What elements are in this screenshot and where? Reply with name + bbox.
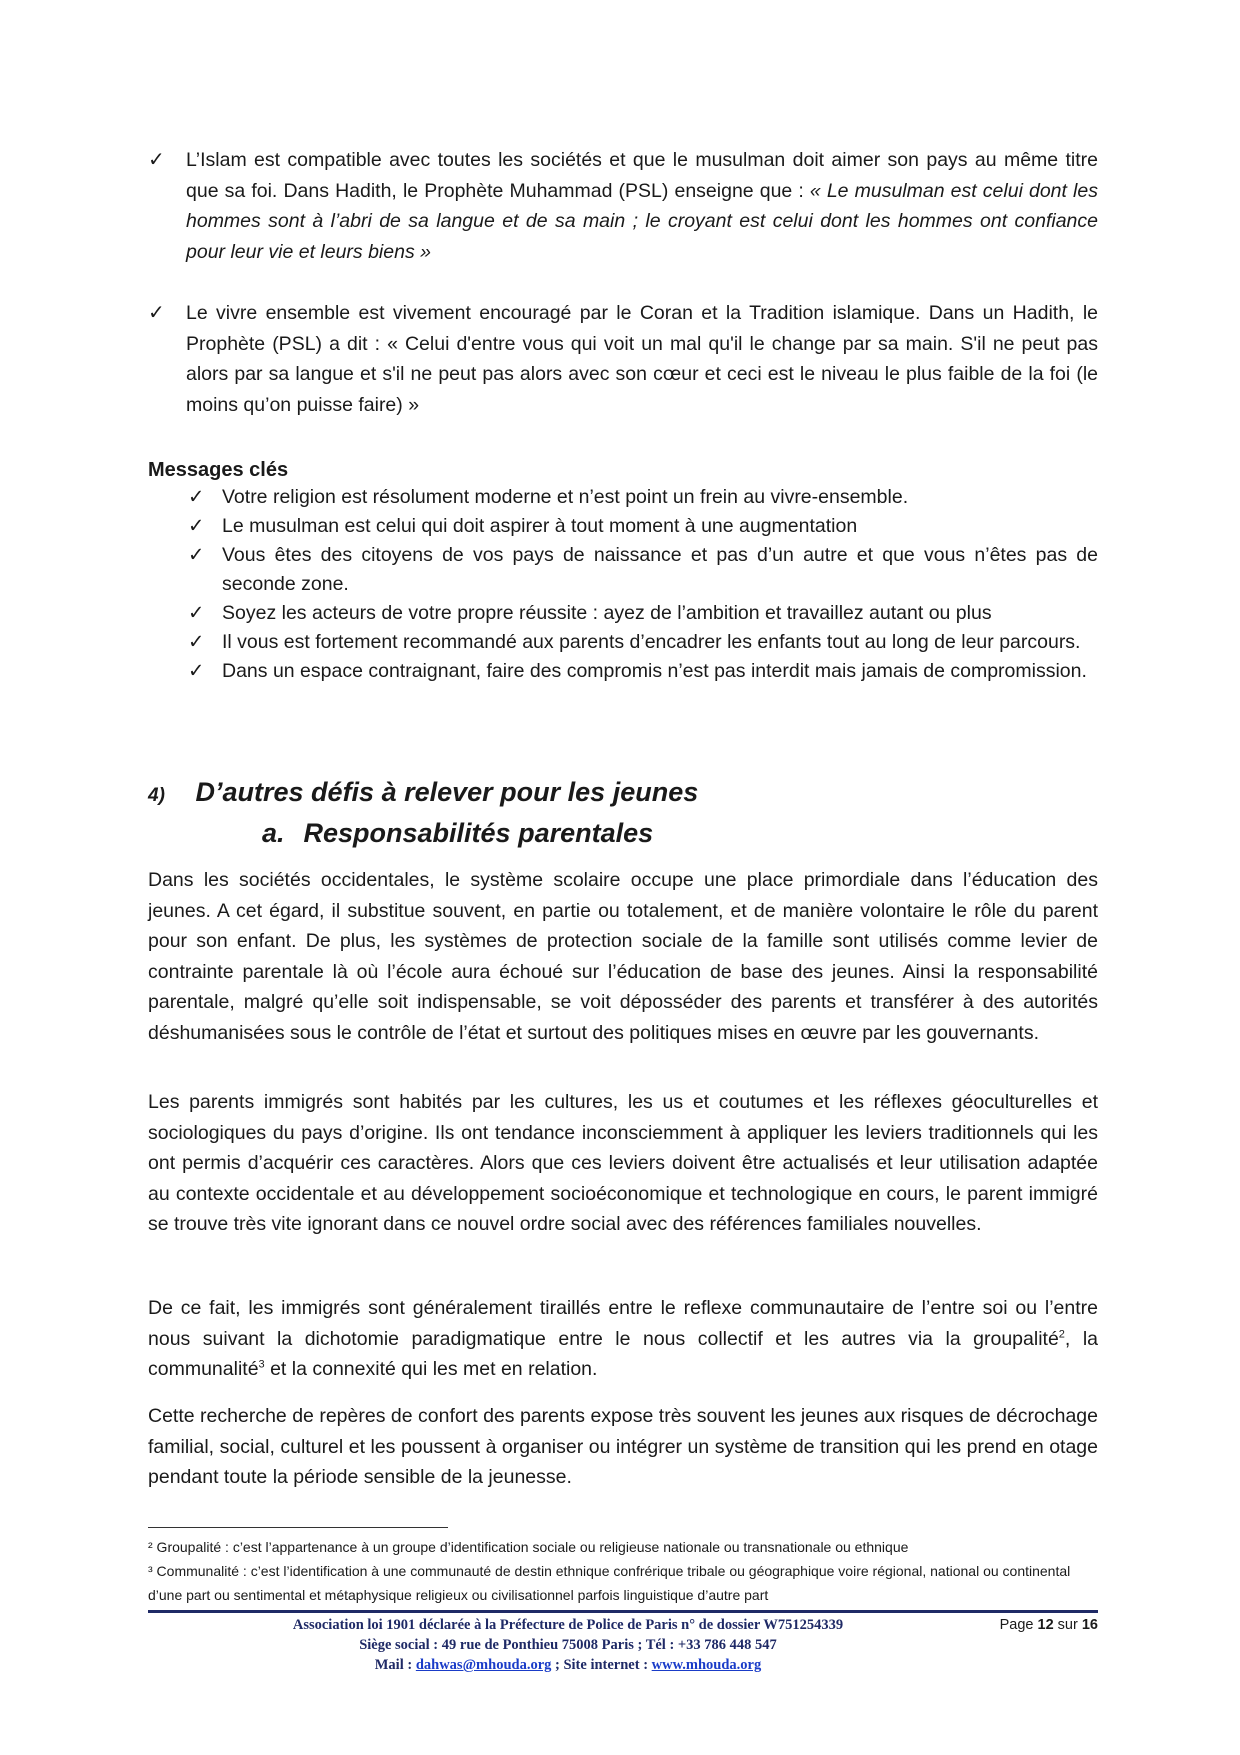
page-total: 16 (1081, 1617, 1098, 1633)
check-item-islam (148, 145, 1098, 267)
footnote-3: ³ Communalité : c’est l’identification à une communauté de destin ethnique confrérique tribale ou géographique voire régional, national ou continental d’une part ou sentimental et métaphysique religieux ou civilisationnel parfois linguistique d’autre part (148, 1563, 1071, 1603)
checkmark-icon: ✓ (188, 486, 205, 508)
section-number: 4) (148, 785, 165, 806)
subsection-title: Responsabilités parentales (303, 818, 654, 848)
paragraph-3-a: De ce fait, les immigrés sont généralement tiraillés entre le reflexe communautaire de l’entre soi ou l’entre nous suivant la dichotomie paradigmatique entre le nous collectif et les autres via la groupalité (148, 1297, 1098, 1350)
list-item (182, 628, 1098, 657)
list-item (182, 657, 1098, 686)
list-item (182, 512, 1098, 541)
subsection-heading (262, 815, 653, 851)
footnote-ref-2[interactable]: 2 (1058, 1328, 1065, 1340)
paragraph-3 (148, 1293, 1098, 1385)
check-item-lead: Le vivre ensemble est vivement encouragé par le Coran et la Tradition islamique. Dans un Hadith, le Prophète (PSL) a dit : « Celui d'entre vous qui voit un mal qu'il le change par sa main. S'il ne peut pas alors par sa langue et s'il ne peut pas alors avec son cœur et ceci est le niveau le plus faible de la foi (le moins qu’on puisse faire) » (186, 302, 1098, 416)
footer-rule (148, 1610, 1098, 1613)
page-current: 12 (1037, 1617, 1054, 1633)
list-item-text: Dans un espace contraignant, faire des compromis n’est pas interdit mais jamais de compromission. (222, 660, 1087, 682)
checkmark-icon: ✓ (188, 515, 205, 537)
check-item-vivre-ensemble (148, 298, 1098, 420)
footer-lines (148, 1615, 988, 1675)
checkmark-icon: ✓ (188, 544, 205, 566)
paragraph-2: Les parents immigrés sont habités par les cultures, les us et coutumes et les réflexes géoculturelles et sociologiques du pays d’origine. Ils ont tendance inconsciemment à appliquer les leviers traditionnels qui les ont permis d’acquérir ces caractères. Alors que ces leviers doivent être actualisés et leur utilisation adaptée au contexte occidentale et au développement socioéconomique et technologique en cours, le parent immigré se trouve très vite ignorant dans ce nouvel ordre social avec des références familiales nouvelles. (148, 1091, 1098, 1235)
section-title: D’autres défis à relever pour les jeunes (195, 777, 699, 807)
footer-site-label: ; Site internet : (551, 1657, 652, 1673)
footer-contact (148, 1655, 988, 1675)
paragraph-3-b: , la communalité (148, 1327, 1098, 1380)
subsection-letter: a. (262, 818, 285, 848)
messages-title: Messages clés (148, 459, 289, 481)
list-item-text: Soyez les acteurs de votre propre réussite : ayez de l’ambition et travaillez autant ou plus (222, 602, 992, 624)
paragraph-4: Cette recherche de repères de confort des parents expose très souvent les jeunes aux risques de décrochage familial, social, culturel et les poussent à organiser ou intégrer un système de transition qui les prend en otage pendant toute la période sensible de la jeunesse. (148, 1405, 1098, 1488)
checkmark-icon: ✓ (148, 302, 165, 324)
list-item (182, 483, 1098, 512)
hadith-quote: « Le musulman est celui dont les hommes sont à l’abri de sa langue et de sa main ; le croyant est celui dont les hommes ont confiance pour leur vie et leurs biens » (186, 179, 1098, 263)
footer-mail-link[interactable]: dahwas@mhouda.org (415, 1657, 552, 1673)
list-item (182, 599, 1098, 628)
section-heading (148, 774, 698, 814)
messages-list (182, 483, 1098, 686)
footer-association: Association loi 1901 déclarée à la Préfecture de Police de Paris n° de dossier W751254339 (292, 1617, 844, 1633)
page-number (1000, 1615, 1098, 1635)
footer-site-link[interactable]: www.mhouda.org (651, 1657, 762, 1673)
check-item-text (186, 145, 1098, 267)
checkmark-icon: ✓ (188, 631, 205, 653)
paragraph-1: Dans les sociétés occidentales, le système scolaire occupe une place primordiale dans l’éducation des jeunes. A cet égard, il substitue souvent, en partie ou totalement, et de manière volontaire le rôle du parent pour son enfant. De plus, les systèmes de protection sociale de la famille sont utilisés comme levier de contrainte parentale là où l’école aura échoué sur l’éducation de base des jeunes. Ainsi la responsabilité parentale, malgré qu’elle soit indispensable, se voit déposséder des parents et transférer à des autorités déshumanisées sous le contrôle de l’état et surtout des politiques mises en œuvre par les gouvernants. (148, 869, 1098, 1044)
list-item-text: Le musulman est celui qui doit aspirer à tout moment à une augmentation (222, 515, 858, 537)
footer-address: Siège social : 49 rue de Ponthieu 75008 Paris ; Tél : +33 786 448 547 (359, 1637, 777, 1653)
list-item (182, 541, 1098, 599)
footnote-ref-3[interactable]: 3 (258, 1358, 265, 1371)
footnote-2: ² Groupalité : c’est l’appartenance à un groupe d’identification sociale ou religieuse nationale ou transnationale ou ethnique (148, 1539, 909, 1555)
checkmark-icon: ✓ (188, 602, 205, 624)
page-of: sur (1053, 1617, 1082, 1633)
list-item-text: Votre religion est résolument moderne et n’est point un frein au vivre-ensemble. (222, 486, 909, 508)
footnote-separator (148, 1527, 448, 1528)
check-item-lead: L’Islam est compatible avec toutes les sociétés et que le musulman doit aimer son pays au même titre que sa foi. Dans Hadith, le Prophète Muhammad (PSL) enseigne que : (186, 149, 1098, 202)
list-item-text: Il vous est fortement recommandé aux parents d’encadrer les enfants tout au long de leur parcours. (222, 631, 1081, 653)
checkmark-icon: ✓ (188, 660, 205, 682)
check-item-text (186, 298, 1098, 420)
page-label: Page (999, 1617, 1038, 1633)
checkmark-icon: ✓ (148, 149, 165, 171)
paragraph-3-c: et la connexité qui les met en relation. (264, 1358, 598, 1380)
footer-mail-label: Mail : (374, 1657, 416, 1673)
list-item-text: Vous êtes des citoyens de vos pays de naissance et pas d’un autre et que vous n’êtes pas de seconde zone. (222, 544, 1098, 595)
